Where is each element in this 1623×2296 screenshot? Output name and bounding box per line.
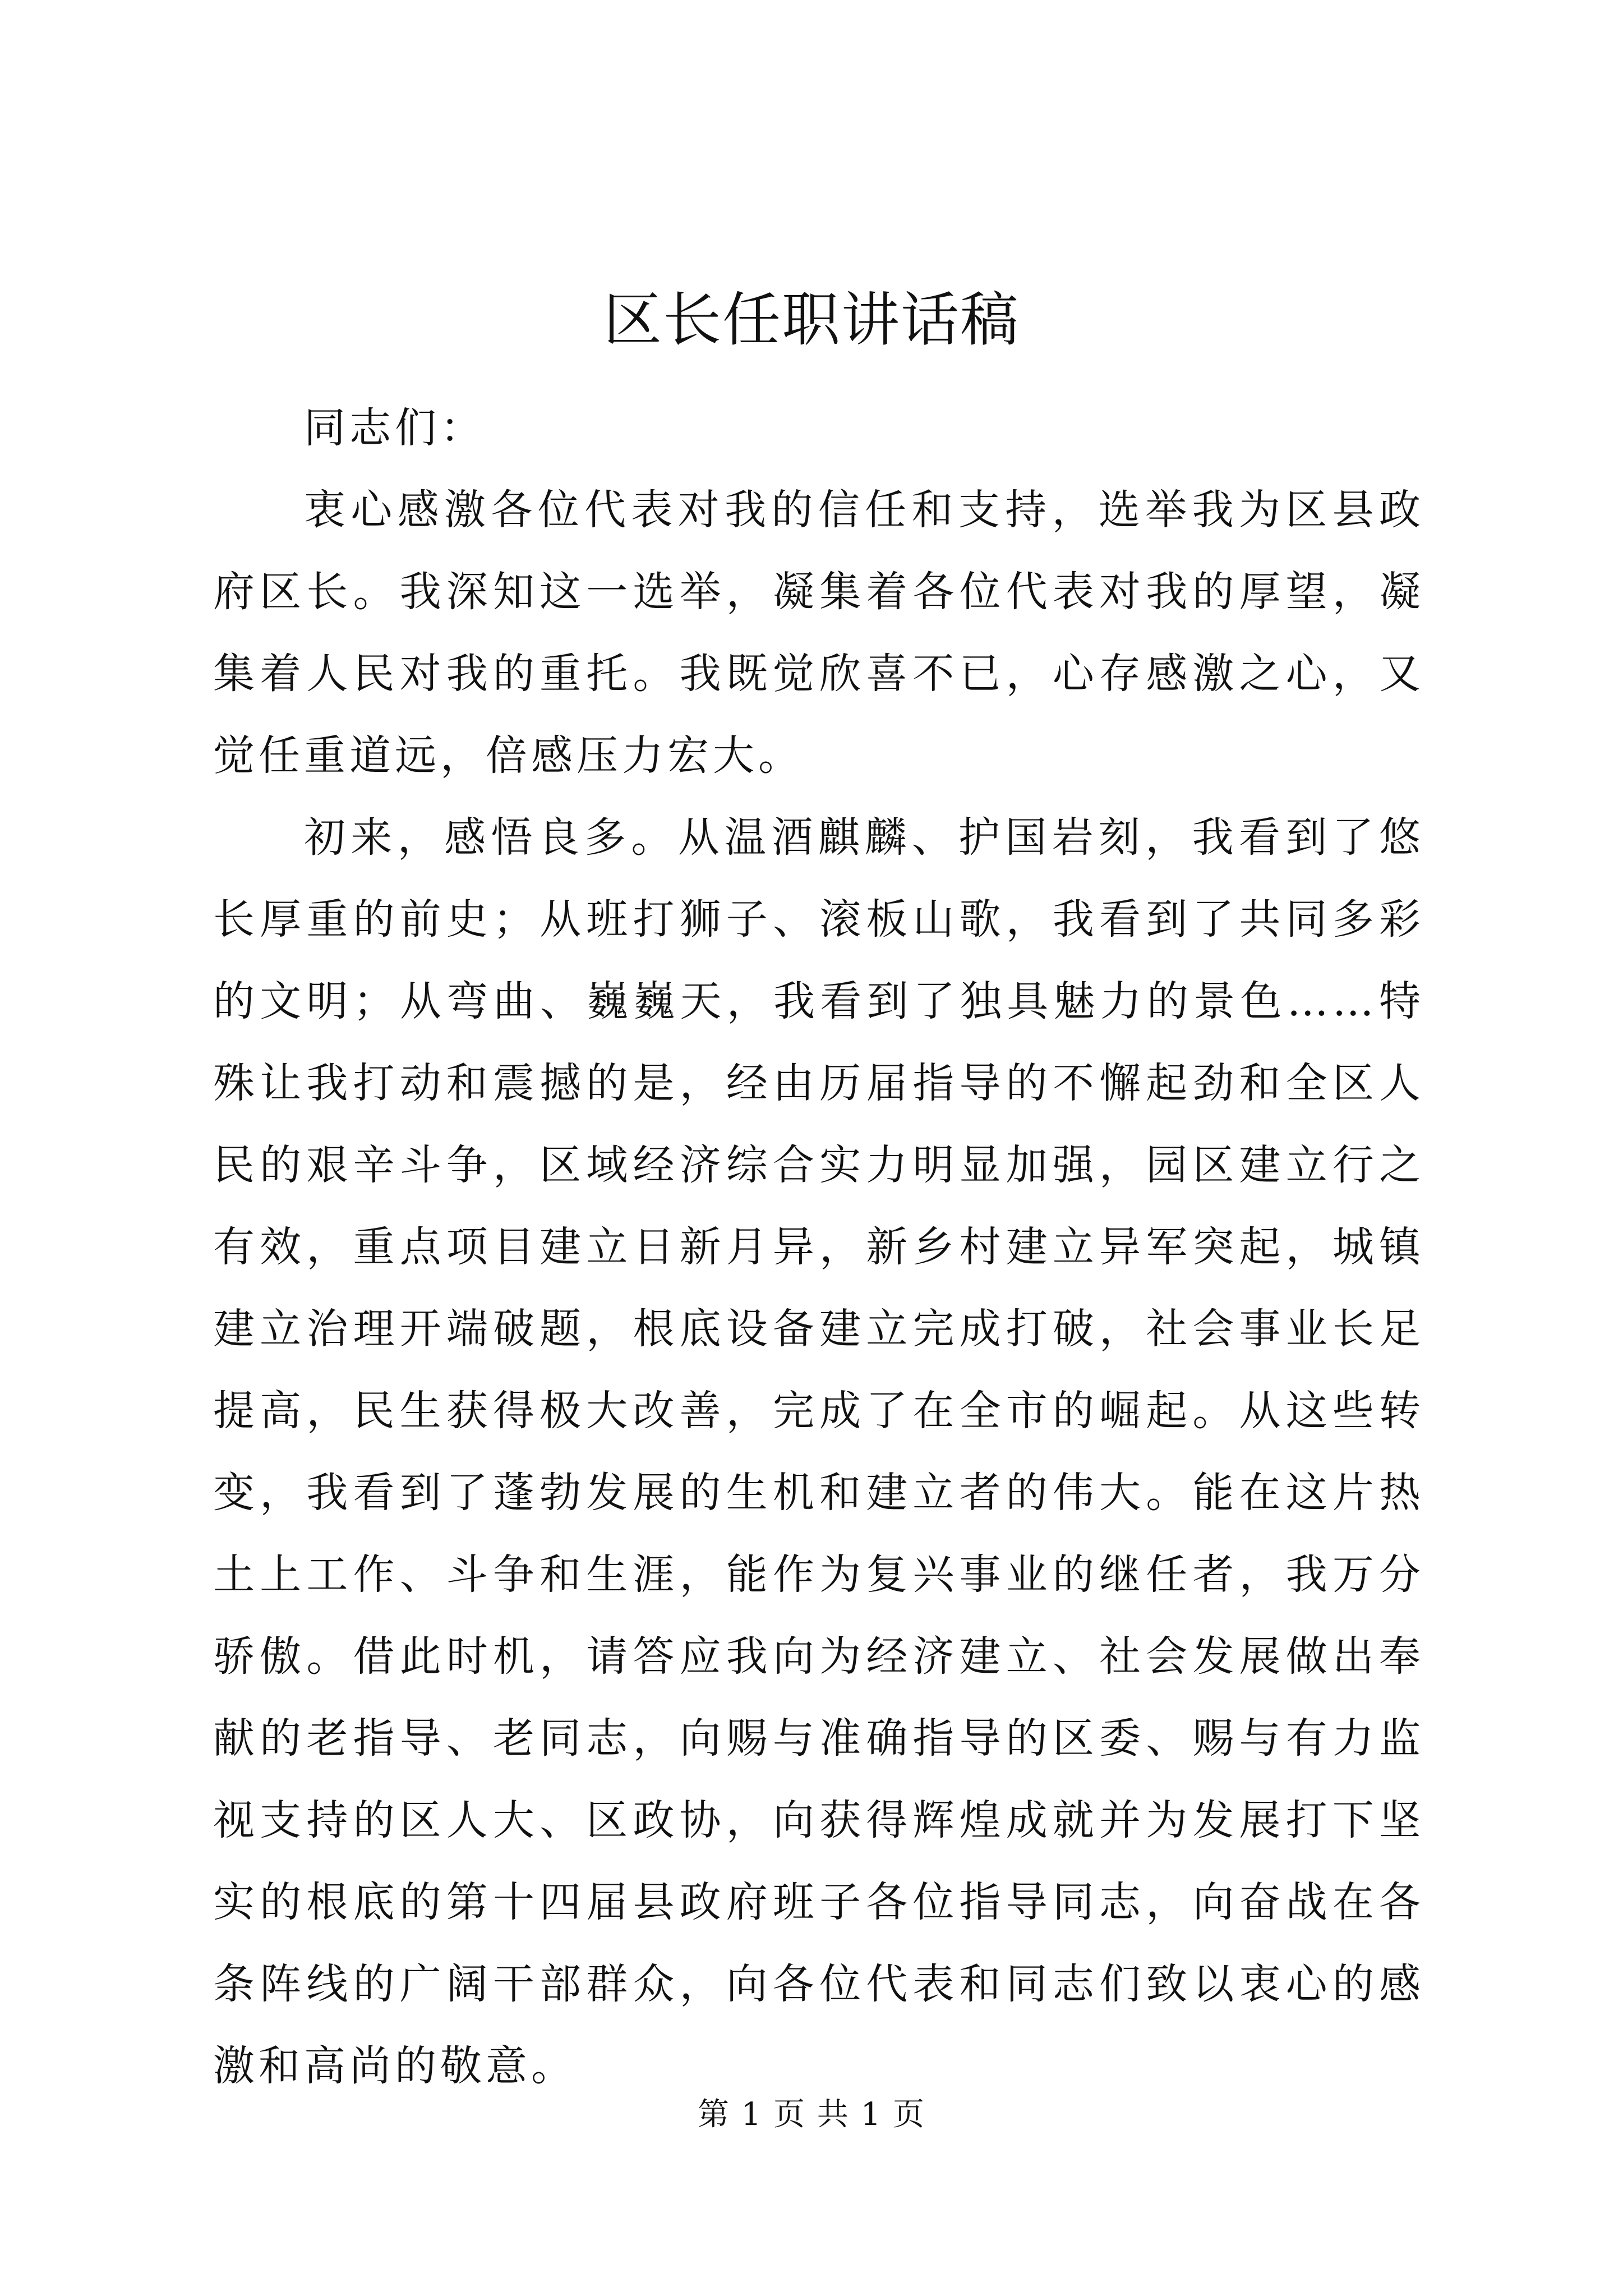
paragraph-1: 衷心感激各位代表对我的信任和支持，选举我为区县政府区长。我深知这一选举，凝集着各位代表对我的厚望，凝集着人民对我的重托。我既觉欣喜不已，心存感激之心，又觉任重道远，倍感压力宏大。 [213,486,1424,780]
greeting: 同志们： [304,404,486,452]
paragraph-2: 初来，感悟良多。从温酒麒麟、护国岩刻，我看到了悠长厚重的前史；从班打狮子、滚板山歌，我看到了共同多彩的文明；从弯曲、巍巍天，我看到了独具魅力的景色……特殊让我打动和震撼的是，经由历届指导的不懈起劲和全区人民的艰辛斗争，区域经济综合实力明显加强，园区建立行之有效，重点项目建立日新月异，新乡村建立异军突起，城镇建立治理开端破题，根底设备建立完成打破，社会事业长足提高，民生获得极大改善，完成了在全市的崛起。从这些转变，我看到了蓬勃发展的生机和建立者的伟大。能在这片热土上工作、斗争和生涯，能作为复兴事业的继任者，我万分骄傲。借此时机，请答应我向为经济建立、社会发展做出奉献的老指导、老同志，向赐与准确指导的区委、赐与有力监视支持的区人大、区政协，向获得辉煌成就并为发展打下坚实的根底的第十四届县政府班子各位指导同志，向奋战在各条阵线的广阔干部群众，向各位代表和同志们致以衷心的感激和高尚的敬意。 [213,813,1424,2090]
document-title: 区长任职讲话稿 [603,286,1020,354]
document-body [213,387,1424,2107]
page-footer: 第 1 页 共 1 页 [697,2096,926,2133]
